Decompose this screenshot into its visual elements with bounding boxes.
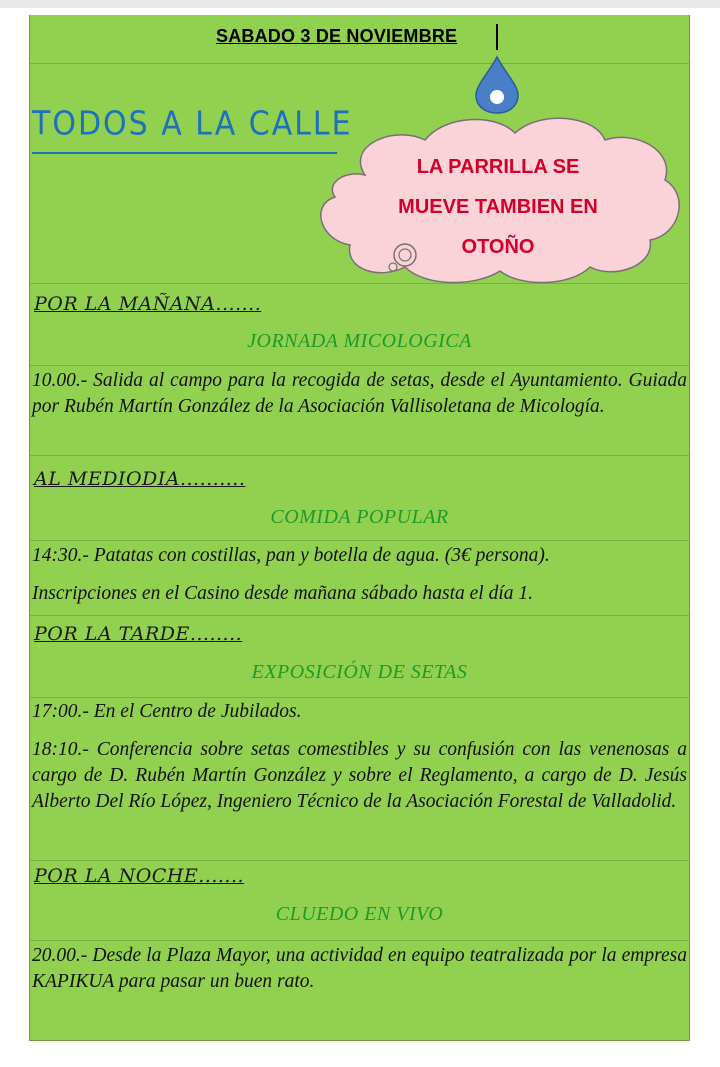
section-noon: AL MEDIODIA.......... (34, 468, 246, 490)
afternoon-conference: 18:10.- Conferencia sobre setas comestibles y su confusión con las venenosas a cargo de D. Rubén Martín González y sobre el Reglamento, a cargo de D. Jesús Alberto Del Río López, Ingeniero Técnico de la Asociación Forestal de Valladolid. (32, 739, 687, 812)
ruled-line (30, 860, 689, 861)
heading-jornada-micologica: JORNADA MICOLOGICA (247, 330, 472, 352)
page-bottom-border (29, 1040, 690, 1041)
ruled-line (30, 63, 689, 64)
ruled-line (30, 615, 689, 616)
ruled-line (30, 455, 689, 456)
cloud-line: OTOÑO (461, 236, 535, 257)
section-morning: POR LA MAÑANA....... (34, 293, 262, 315)
event-date: SABADO 3 DE NOVIEMBRE (216, 26, 458, 46)
ruled-line (30, 940, 689, 941)
page-title: TODOS A LA CALLE (32, 105, 353, 144)
noon-registration-line: Inscripciones en el Casino desde mañana sábado hasta el día 1. (32, 583, 533, 604)
noon-menu-line: 14:30.- Patatas con costillas, pan y botella de agua. (3€ persona). (32, 545, 550, 566)
heading-comida-popular: COMIDA POPULAR (270, 506, 449, 528)
cloud-text (348, 147, 648, 257)
section-afternoon: POR LA TARDE........ (34, 623, 243, 645)
cloud-line: LA PARRILLA SE (416, 156, 580, 178)
heading-cluedo-en-vivo: CLUEDO EN VIVO (275, 903, 444, 925)
flyer-page (29, 15, 690, 1040)
cloud-line: MUEVE TAMBIEN EN (398, 196, 598, 218)
title-underline (32, 152, 337, 154)
top-bar (0, 0, 720, 8)
night-description: 20.00.- Desde la Plaza Mayor, una actividad en equipo teatralizada por la empresa KAPIKUA para pasar un buen rato. (32, 945, 687, 992)
ruled-line (30, 697, 689, 698)
heading-exposicion-de-setas: EXPOSICIÓN DE SETAS (251, 661, 468, 683)
afternoon-line-1: 17:00.- En el Centro de Jubilados. (32, 701, 302, 722)
section-night: POR LA NOCHE....... (34, 865, 245, 887)
ruled-line (30, 540, 689, 541)
ruled-line (30, 365, 689, 366)
morning-description: 10.00.- Salida al campo para la recogida de setas, desde el Ayuntamiento. Guiada por Rubén Martín González de la Asociación Vallisoletana de Micología. (32, 370, 687, 417)
text-cursor (496, 24, 498, 50)
